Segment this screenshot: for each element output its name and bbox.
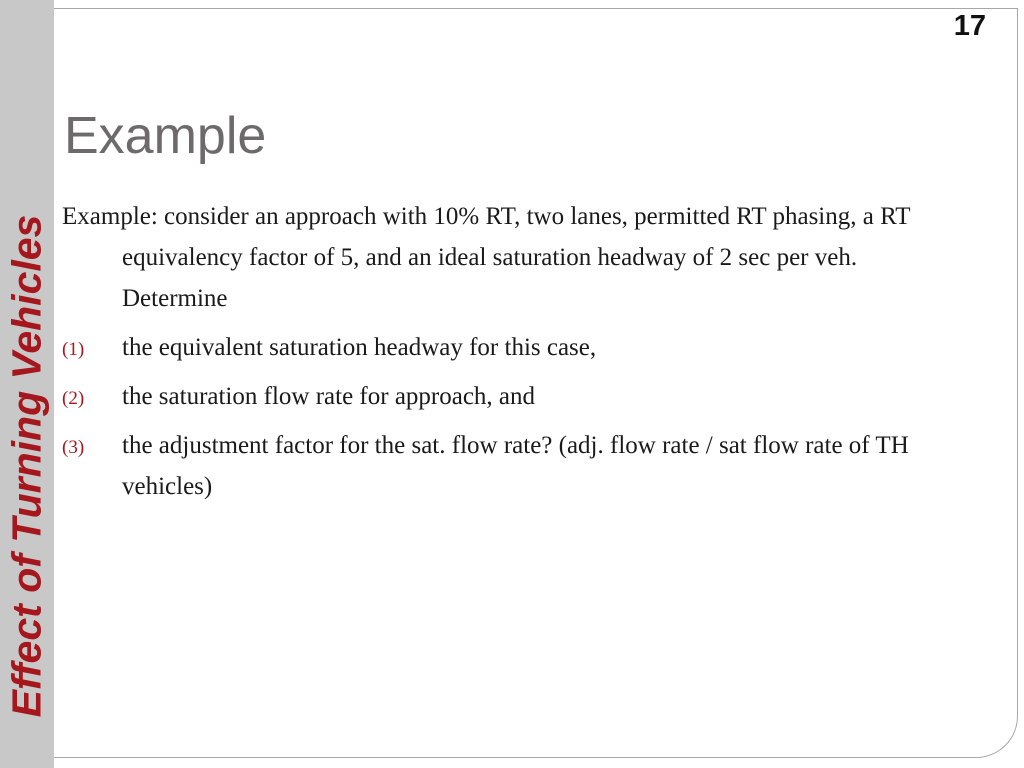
list-marker: (1) (62, 339, 85, 360)
sidebar-title: Effect of Turning Vehicles (3, 214, 50, 718)
list-item-text: the equivalent saturation headway for this case, (122, 334, 597, 361)
list-item-text: the adjustment factor for the sat. flow rate? (adj. flow rate / sat flow rate of TH vehicles) (122, 432, 909, 500)
slide-number: 17 (953, 10, 986, 42)
slide-content (62, 196, 962, 515)
list-item (62, 327, 962, 368)
slide-title: Example (64, 107, 267, 165)
list-marker: (2) (62, 388, 85, 409)
intro-paragraph: Example: consider an approach with 10% RT, two lanes, permitted RT phasing, a RT equivalency factor of 5, and an ideal saturation headway of 2 sec per veh. Determine (62, 203, 911, 312)
list-item (62, 376, 962, 417)
list-item (62, 425, 962, 507)
sidebar (0, 0, 54, 768)
list-item-text: the saturation flow rate for approach, and (122, 383, 536, 410)
numbered-list (62, 327, 962, 507)
list-marker: (3) (62, 437, 85, 458)
